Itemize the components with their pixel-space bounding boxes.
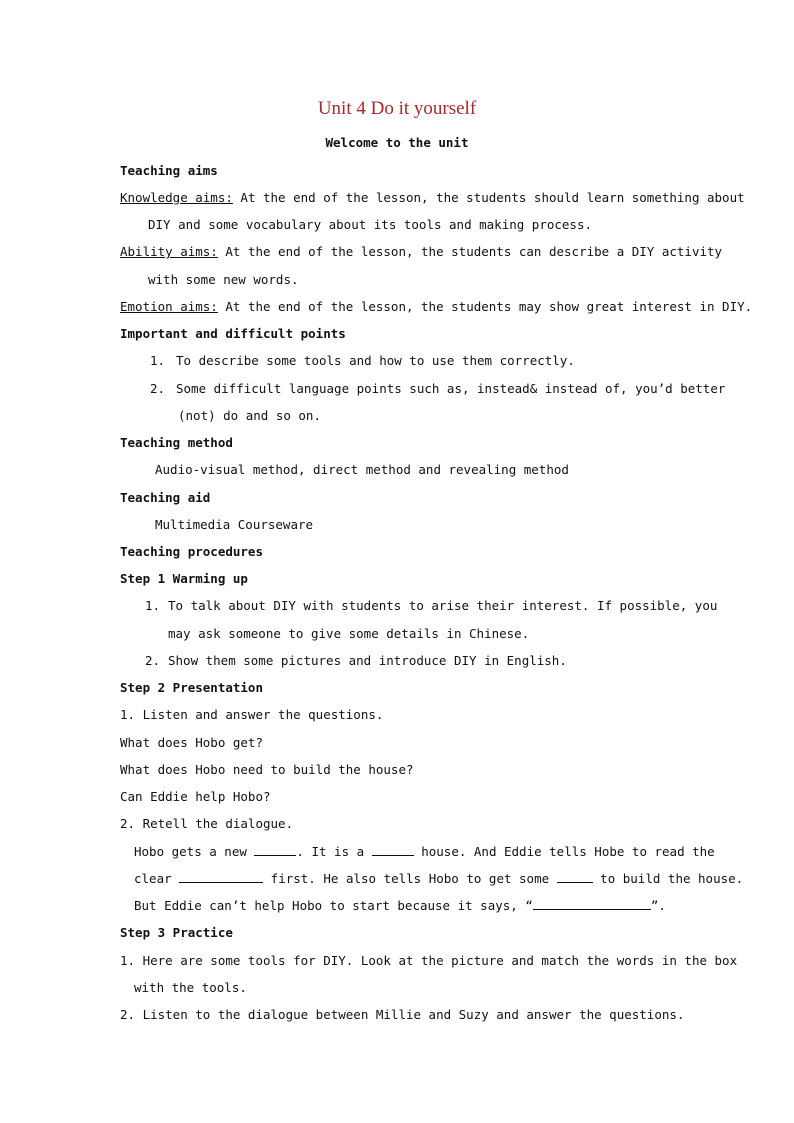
retell-line-3 [134, 898, 666, 914]
fill-in-blank[interactable] [372, 844, 414, 856]
step3-item: 2. Listen to the dialogue between Millie and Suzy and answer the questions. [120, 1007, 685, 1022]
section-heading-teaching-method: Teaching method [120, 435, 233, 450]
page-title: Unit 4 Do it yourself [317, 98, 477, 119]
knowledge-aims-label: Knowledge aims: [120, 190, 233, 205]
step2-question: Can Eddie help Hobo? [120, 789, 271, 804]
knowledge-aims-text: At the end of the lesson, the students should learn something about [232, 190, 745, 205]
step2-question: What does Hobo need to build the house? [120, 762, 414, 777]
emotion-aims-line [120, 299, 752, 315]
ability-aims-label: Ability aims: [120, 244, 218, 259]
fill-in-blank[interactable] [179, 871, 263, 883]
list-item: To talk about DIY with students to arise their interest. If possible, you [168, 598, 718, 613]
emotion-aims-text: At the end of the lesson, the students may show great interest in DIY. [217, 299, 753, 314]
retell-text: But Eddie can’t help Hobo to start because it says, “ [134, 898, 533, 913]
section-heading-important-points: Important and difficult points [120, 326, 346, 341]
list-number: 2. [150, 381, 166, 396]
step2-heading: Step 2 Presentation [120, 680, 263, 695]
step2-question: What does Hobo get? [120, 735, 263, 750]
fill-in-blank[interactable] [533, 898, 651, 910]
list-number: 1. [150, 353, 166, 368]
retell-text: to build the house. [592, 871, 744, 886]
list-item: Some difficult language points such as, instead& instead of, you’d better [176, 381, 726, 396]
page-subtitle: Welcome to the unit [325, 135, 469, 150]
ability-aims-line [120, 244, 722, 260]
retell-line-1 [134, 844, 715, 860]
retell-text: first. He also tells Hobo to get some [263, 871, 557, 886]
list-item-continued: may ask someone to give some details in Chinese. [168, 626, 530, 641]
ability-aims-text: At the end of the lesson, the students can describe a DIY activity [217, 244, 723, 259]
teaching-method-text: Audio-visual method, direct method and revealing method [155, 462, 569, 477]
retell-text: Hobo gets a new [134, 844, 255, 859]
retell-text: . It is a [296, 844, 372, 859]
step3-item: 1. Here are some tools for DIY. Look at the picture and match the words in the box [120, 953, 738, 968]
fill-in-blank[interactable] [254, 844, 296, 856]
step1-heading: Step 1 Warming up [120, 571, 248, 586]
list-item: To describe some tools and how to use them correctly. [176, 353, 575, 368]
section-heading-teaching-procedures: Teaching procedures [120, 544, 263, 559]
list-number: 1. [145, 598, 161, 613]
section-heading-teaching-aid: Teaching aid [120, 490, 211, 505]
ability-aims-continued: with some new words. [148, 272, 299, 287]
retell-line-2 [134, 871, 743, 887]
knowledge-aims-line [120, 190, 745, 206]
step3-item-continued: with the tools. [134, 980, 247, 995]
retell-text: ”. [650, 898, 666, 913]
retell-text: house. And Eddie tells Hobe to read the [413, 844, 715, 859]
list-item: Show them some pictures and introduce DIY in English. [168, 653, 567, 668]
list-item-continued: (not) do and so on. [178, 408, 321, 423]
retell-text: clear [134, 871, 180, 886]
knowledge-aims-continued: DIY and some vocabulary about its tools and making process. [148, 217, 593, 232]
emotion-aims-label: Emotion aims: [120, 299, 218, 314]
section-heading-teaching-aims: Teaching aims [120, 163, 218, 178]
fill-in-blank[interactable] [557, 871, 593, 883]
list-number: 2. [145, 653, 161, 668]
step3-heading: Step 3 Practice [120, 925, 233, 940]
step2-retell-intro: 2. Retell the dialogue. [120, 816, 294, 831]
teaching-aid-text: Multimedia Courseware [155, 517, 314, 532]
step2-question-intro: 1. Listen and answer the questions. [120, 707, 384, 722]
